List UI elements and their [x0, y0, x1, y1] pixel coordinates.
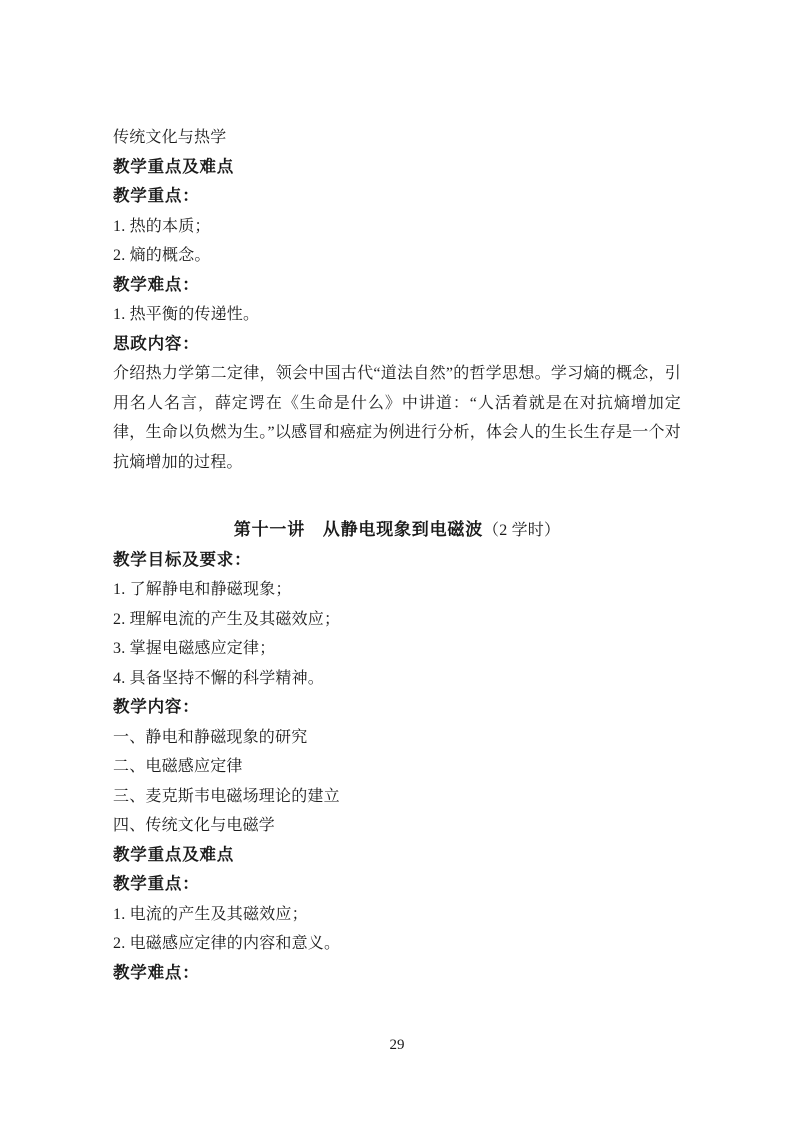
lecture-title-text: 第十一讲 从静电现象到电磁波	[233, 520, 483, 539]
list-item: 四、传统文化与电磁学	[113, 817, 276, 834]
list-item: 二、电磁感应定律	[113, 758, 243, 775]
document-content	[113, 123, 681, 988]
list-item: 3. 掌握电磁感应定律；	[113, 640, 276, 657]
list-item: 一、静电和静磁现象的研究	[113, 728, 308, 746]
list-item: 1. 了解静电和静磁现象；	[113, 581, 292, 598]
lecture-title	[113, 515, 681, 546]
heading-teaching-focus: 教学重点：	[113, 187, 200, 205]
page-number: 29	[389, 1037, 405, 1053]
heading-teaching-difficulty: 教学难点：	[113, 275, 200, 294]
list-item: 1. 电流的产生及其磁效应；	[113, 905, 308, 923]
continuation-line: 传统文化与热学	[113, 129, 227, 146]
list-item: 2. 理解电流的产生及其磁效应；	[113, 610, 341, 628]
list-item: 4. 具备坚持不懈的科学精神。	[113, 669, 325, 687]
heading-focus-and-difficulty: 教学重点及难点	[113, 157, 235, 176]
list-item: 2. 电磁感应定律的内容和意义。	[113, 935, 341, 952]
heading-focus-and-difficulty: 教学重点及难点	[113, 845, 235, 864]
heading-teaching-focus: 教学重点：	[113, 875, 200, 893]
heading-ideology-content: 思政内容：	[113, 334, 200, 353]
heading-objectives: 教学目标及要求：	[113, 550, 252, 569]
list-item: 三、麦克斯韦电磁场理论的建立	[113, 787, 340, 805]
ideology-paragraph: 介绍热力学第二定律，领会中国古代“道法自然”的哲学思想。学习熵的概念，引用名人名言，薛定谔在《生命是什么》中讲道：“人活着就是在对抗熵增加定律，生命以负燃为生。”以感冒和癌症为例进行分析，体会人的生长生存是一个对抗熵增加的过程。	[113, 365, 681, 471]
heading-teaching-content: 教学内容：	[113, 698, 200, 716]
list-item: 2. 熵的概念。	[113, 247, 211, 264]
list-item: 1. 热的本质；	[113, 217, 211, 235]
list-item: 1. 热平衡的传递性。	[113, 306, 260, 323]
heading-teaching-difficulty: 教学难点：	[113, 963, 200, 982]
lecture-title-hours: （2 学时）	[483, 522, 561, 539]
